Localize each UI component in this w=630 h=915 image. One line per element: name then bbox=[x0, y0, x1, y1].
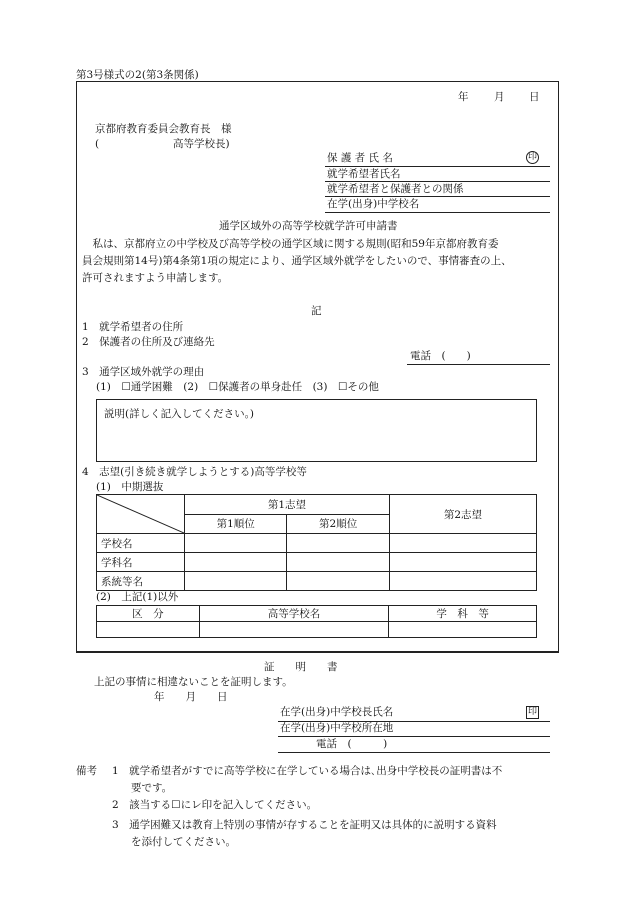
student-name-label: 就学希望者氏名 bbox=[327, 168, 401, 180]
phone-label: 電話 ( ) bbox=[410, 350, 471, 362]
relationship-label: 就学希望者と保護者との関係 bbox=[327, 183, 464, 195]
certificate-separator bbox=[76, 652, 559, 653]
ki-heading: 記 bbox=[311, 305, 322, 317]
school-line bbox=[325, 212, 550, 213]
high-school-header: 高等学校名 bbox=[199, 606, 389, 622]
form-number: 第3号様式の2(第3条関係) bbox=[76, 69, 199, 81]
item-2: 2 保護者の住所及び連絡先 bbox=[82, 336, 215, 348]
principal-seal-mark: 印 bbox=[527, 707, 537, 717]
principal-name-label: 在学(出身)中学校長氏名 bbox=[280, 706, 394, 718]
diagonal-cell bbox=[97, 495, 185, 534]
note-3b: を添付してください。 bbox=[131, 836, 236, 848]
guardian-name-label: 保 護 者 氏 名 bbox=[327, 152, 393, 164]
relationship-line bbox=[325, 196, 550, 197]
certificate-statement: 上記の事情に相違ないことを証明します。 bbox=[94, 676, 293, 688]
date-day: 日 bbox=[529, 91, 540, 103]
course-second-cell[interactable] bbox=[389, 572, 536, 591]
dept-rank2-cell[interactable] bbox=[287, 553, 389, 572]
document-title: 通学区域外の高等学校就学許可申請書 bbox=[219, 220, 398, 232]
dept-second-cell[interactable] bbox=[389, 553, 536, 572]
addressee-line1: 京都府教育委員会教育長 様 bbox=[95, 123, 232, 135]
row-course-name: 系統等名 bbox=[97, 572, 185, 591]
addressee-line2: 高等学校長) bbox=[173, 138, 230, 150]
high-school-cell[interactable] bbox=[199, 622, 389, 638]
item-4-sub-1: (1) 中期選抜 bbox=[96, 481, 164, 493]
certificate-date: 年 月 日 bbox=[154, 691, 228, 703]
school-address-label: 在学(出身)中学校所在地 bbox=[280, 722, 394, 734]
rank-1-header: 第1順位 bbox=[185, 514, 287, 534]
school-rank1-cell[interactable] bbox=[185, 534, 287, 553]
notes-label: 備考 bbox=[76, 765, 97, 777]
note-1a: 1 就学希望者がすでに高等学校に在学している場合は､出身中学校長の証明書は不 bbox=[112, 765, 503, 777]
item-3: 3 通学区域外就学の理由 bbox=[82, 366, 205, 378]
course-rank1-cell[interactable] bbox=[185, 572, 287, 591]
body-line-1: 私は、京都府立の中学校及び高等学校の通学区域に関する規則(昭和59年京都府教育委 bbox=[82, 238, 499, 250]
student-line bbox=[325, 181, 550, 182]
phone-line bbox=[407, 364, 550, 365]
certificate-title: 証 明 書 bbox=[264, 661, 338, 673]
certificate-phone: 電話 ( ) bbox=[316, 738, 388, 750]
date-year: 年 bbox=[458, 91, 469, 103]
date-month: 月 bbox=[494, 91, 505, 103]
dept-rank1-cell[interactable] bbox=[185, 553, 287, 572]
school-label: 在学(出身)中学校名 bbox=[327, 198, 420, 210]
department-cell[interactable] bbox=[389, 622, 537, 638]
certificate-phone-line bbox=[278, 752, 550, 753]
item-4: 4 志望(引き続き就学しようとする)高等学校等 bbox=[82, 466, 307, 478]
diagonal-line bbox=[97, 495, 184, 533]
division-header: 区 分 bbox=[97, 606, 200, 622]
address-line bbox=[278, 736, 550, 737]
item-1: 1 就学希望者の住所 bbox=[82, 321, 184, 333]
item-4-sub-2: (2) 上記(1)以外 bbox=[96, 591, 179, 603]
guardian-seal-mark: 印 bbox=[527, 152, 537, 162]
course-rank2-cell[interactable] bbox=[287, 572, 389, 591]
guardian-line bbox=[325, 166, 550, 167]
department-header: 学 科 等 bbox=[389, 606, 537, 622]
body-line-3: 許可されますよう申請します。 bbox=[82, 272, 229, 284]
explanation-label: 説明(詳しく記入してください。) bbox=[104, 408, 254, 420]
addressee-open-paren: ( bbox=[95, 138, 100, 150]
note-1b: 要です。 bbox=[131, 782, 173, 794]
division-cell[interactable] bbox=[97, 622, 200, 638]
row-school-name: 学校名 bbox=[97, 534, 185, 553]
reason-options: (1) ☐通学困難 (2) ☐保護者の単身赴任 (3) ☐その他 bbox=[96, 381, 379, 393]
rank-2-header: 第2順位 bbox=[287, 514, 389, 534]
selection-table bbox=[96, 494, 537, 591]
note-2: 2 該当する☐にレ印を記入してください。 bbox=[112, 799, 318, 811]
second-choice-header: 第2志望 bbox=[389, 495, 536, 534]
school-second-cell[interactable] bbox=[389, 534, 536, 553]
other-schools-table bbox=[96, 605, 537, 638]
row-department-name: 学科名 bbox=[97, 553, 185, 572]
school-rank2-cell[interactable] bbox=[287, 534, 389, 553]
note-3a: 3 通学困難又は教育上特別の事情が存することを証明又は具体的に説明する資料 bbox=[112, 819, 497, 831]
body-line-2: 員会規則第14号)第4条第1項の規定により、通学区域外就学をしたいので、事情審査の上、 bbox=[82, 255, 512, 267]
first-choice-header: 第1志望 bbox=[185, 495, 390, 515]
